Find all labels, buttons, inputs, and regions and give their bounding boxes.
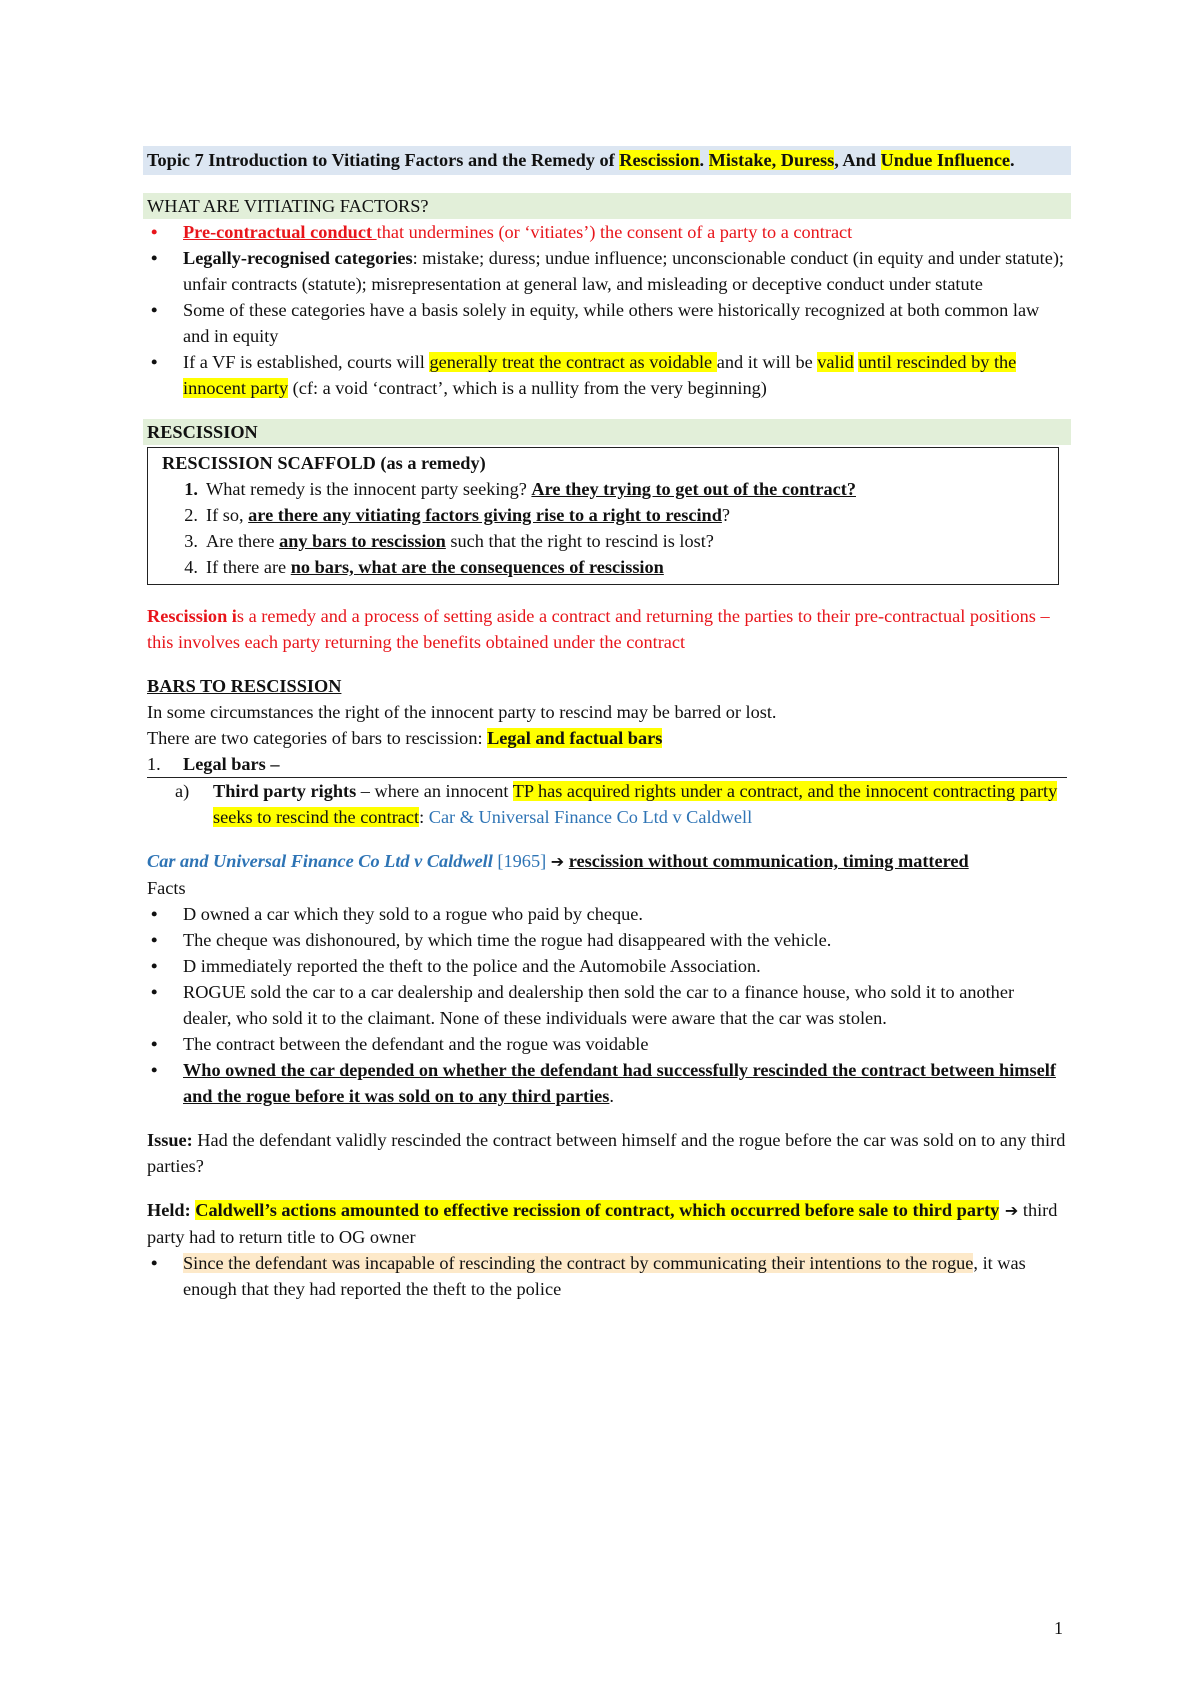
list-item: • Pre-contractual conduct that undermines (or ‘vitiates’) the consent of a party to a contract — [147, 219, 1067, 245]
arrow-right-icon: ➔ — [550, 852, 565, 871]
scaffold-item-1: 1. What remedy is the innocent party seeking? Are they trying to get out of the contract? — [184, 479, 856, 499]
list-item: • ROGUE sold the car to a car dealership and dealership then sold the car to a finance house, who sold it to another dealer, who sold it to the claimant. None of these individuals were aware that the car was stolen. — [147, 979, 1067, 1031]
list-item: • D owned a car which they sold to a rogue who paid by cheque. — [147, 901, 1067, 927]
arrow-right-icon: ➔ — [999, 1201, 1019, 1220]
issue: Issue: Had the defendant validly rescinded the contract between himself and the rogue before the car was sold on to any third parties? — [147, 1130, 1066, 1176]
page-title: Topic 7 Introduction to Vitiating Factors and the Remedy of Rescission. Mistake, Duress, And Undue Influence. — [143, 146, 1071, 175]
held: Held: Caldwell’s actions amounted to effective recission of contract, which occurred before sale to third party ➔ third party had to return title to OG owner — [147, 1200, 1058, 1247]
list-item: • Since the defendant was incapable of rescinding the contract by communicating their intentions to the rogue, it was enough that they had reported the theft to the police — [147, 1250, 1067, 1302]
scaffold-item-3: 3. Are there any bars to rescission such that the right to rescind is lost? — [184, 531, 714, 551]
vf-list — [147, 219, 1067, 401]
third-party-rights: a) Third party rights – where an innocent TP has acquired rights under a contract, and the innocent contracting party seeks to rescind the contract: Car & Universal Finance Co Ltd v Caldwell — [175, 781, 1058, 827]
vf-heading: WHAT ARE VITIATING FACTORS? — [143, 193, 1071, 219]
scaffold-title: RESCISSION SCAFFOLD (as a remedy) — [162, 453, 486, 473]
list-item: • Legally-recognised categories: mistake; duress; undue influence; unconscionable conduct (in equity and under statute); unfair contracts (statute); misrepresentation at general law, and misleading or deceptive conduct under statute — [147, 245, 1067, 297]
facts-list — [147, 901, 1067, 1109]
legal-bars: 1. Legal bars – — [147, 754, 280, 774]
scaffold-item-2: 2. If so, are there any vitiating factors giving rise to a right to rescind? — [184, 505, 731, 525]
document-page — [147, 146, 1067, 1302]
facts-label: Facts — [147, 878, 186, 898]
page-number: 1 — [1054, 1618, 1063, 1638]
bars-line-1: In some circumstances the right of the innocent party to rescind may be barred or lost. — [147, 702, 777, 722]
case-heading: Car and Universal Finance Co Ltd v Caldwell [1965] ➔ rescission without communication, timing mattered — [147, 851, 969, 871]
list-item: • The contract between the defendant and the rogue was voidable — [147, 1031, 1067, 1057]
list-item: • Some of these categories have a basis solely in equity, while others were historically recognized at both common law and in equity — [147, 297, 1067, 349]
bars-line-2: There are two categories of bars to rescission: Legal and factual bars — [147, 728, 663, 748]
list-item: • The cheque was dishonoured, by which time the rogue had disappeared with the vehicle. — [147, 927, 1067, 953]
list-item: • Who owned the car depended on whether the defendant had successfully rescinded the contract between himself and the rogue before it was sold on to any third parties. — [147, 1057, 1067, 1109]
list-item: • D immediately reported the theft to the police and the Automobile Association. — [147, 953, 1067, 979]
rescission-heading: RESCISSION — [143, 419, 1071, 445]
rescission-definition: Rescission is a remedy and a process of setting aside a contract and returning the parties to their pre-contractual positions – this involves each party returning the benefits obtained under the contract — [147, 606, 1050, 652]
case-link[interactable]: Car & Universal Finance Co Ltd v Caldwell — [428, 807, 753, 827]
scaffold-box — [147, 447, 1059, 585]
scaffold-item-4: 4. If there are no bars, what are the consequences of rescission — [184, 557, 664, 577]
list-item: • If a VF is established, courts will generally treat the contract as voidable and it will be valid until rescinded by the innocent party (cf: a void ‘contract’, which is a nullity from the very beginning) — [147, 349, 1067, 401]
bars-heading: BARS TO RESCISSION — [147, 676, 342, 696]
held-list — [147, 1250, 1067, 1302]
